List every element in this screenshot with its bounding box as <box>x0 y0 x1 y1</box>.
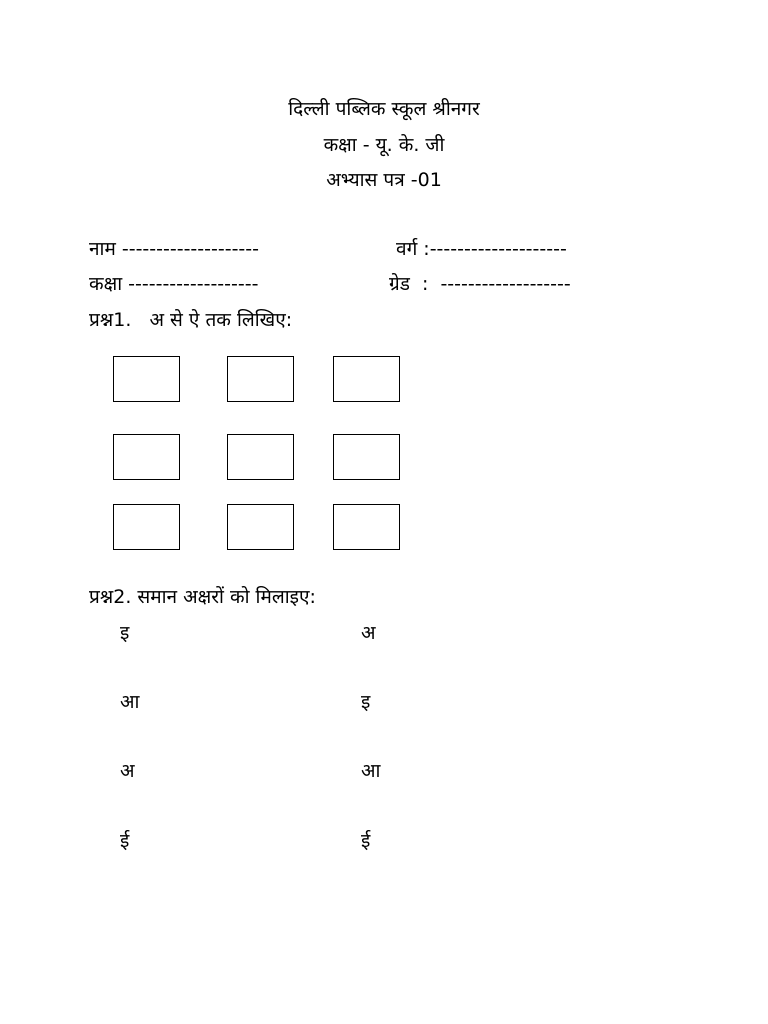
answer-box <box>227 504 294 550</box>
answer-box <box>113 434 180 480</box>
left-letter: अ <box>120 760 135 782</box>
worksheet-title: अभ्यास पत्र -01 <box>326 169 442 191</box>
right-letter: अ <box>361 622 376 644</box>
class-field: कक्षा ------------------- <box>89 273 259 295</box>
section-field: वर्ग :-------------------- <box>396 238 567 260</box>
class-line: कक्षा - यू. के. जी <box>323 134 445 156</box>
school-name: दिल्ली पब्लिक स्कूल श्रीनगर <box>288 98 480 120</box>
right-letter: ई <box>361 830 371 852</box>
right-letter: आ <box>361 760 381 782</box>
answer-box <box>333 504 400 550</box>
left-letter: ई <box>120 830 130 852</box>
answer-box <box>227 434 294 480</box>
question2-prompt: प्रश्न2. समान अक्षरों को मिलाइए: <box>89 586 316 608</box>
answer-box <box>113 504 180 550</box>
answer-box <box>227 356 294 402</box>
name-field: नाम -------------------- <box>89 238 259 260</box>
answer-box <box>113 356 180 402</box>
answer-box <box>333 356 400 402</box>
left-letter: आ <box>120 691 140 713</box>
answer-box <box>333 434 400 480</box>
question1-prompt: प्रश्न1. अ से ऐ तक लिखिए: <box>89 309 293 331</box>
right-letter: इ <box>361 691 371 713</box>
grade-field: ग्रेड : ------------------- <box>389 273 571 295</box>
left-letter: इ <box>120 622 130 644</box>
